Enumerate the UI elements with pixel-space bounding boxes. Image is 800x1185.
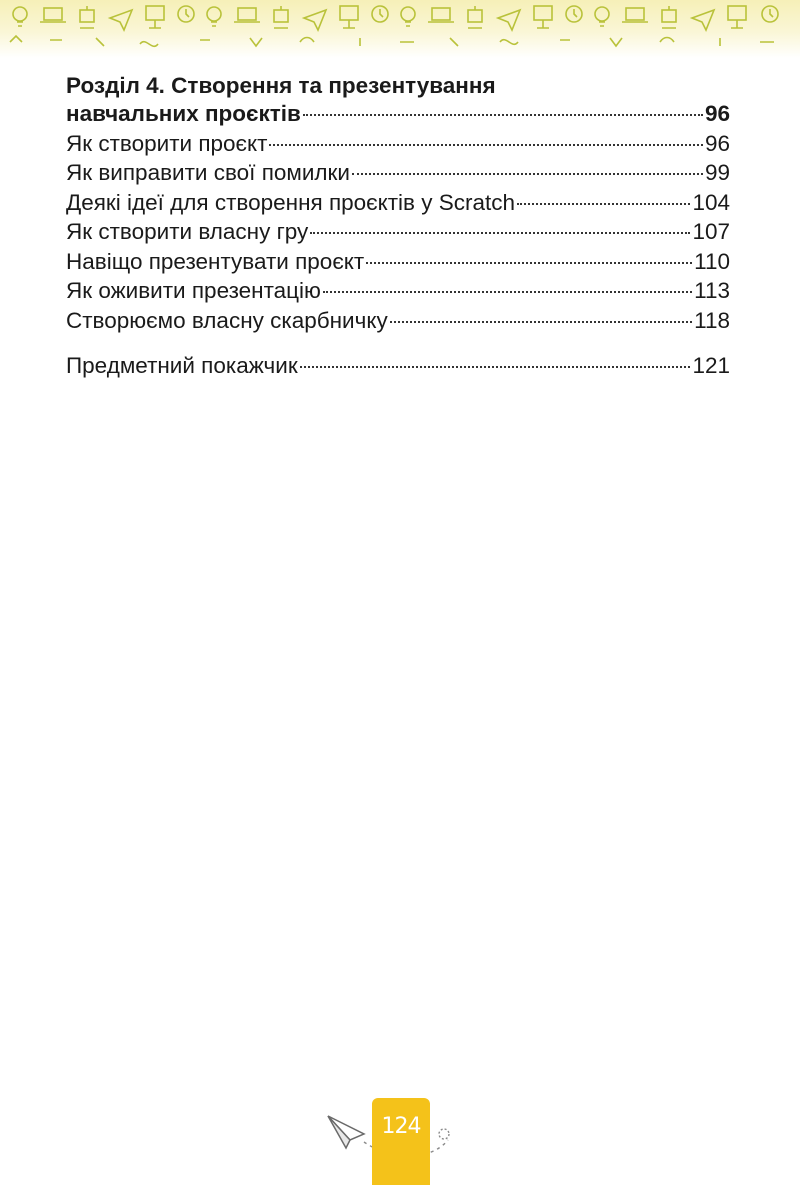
presentation-icon <box>534 6 552 28</box>
entry-title: Як створити проєкт <box>66 130 268 156</box>
section-title: Розділ 4. Створення та презентування <box>66 73 496 98</box>
plane-icon <box>110 10 132 30</box>
clock-icon <box>762 6 778 22</box>
entry-title: Деякі ідеї для створення проєктів у Scratch <box>66 189 516 215</box>
toc-entry[interactable] <box>66 247 730 277</box>
entry-page: 110 <box>694 248 730 274</box>
entry-page: 99 <box>704 160 730 185</box>
entry-title: Як створити власну гру <box>66 219 309 244</box>
clock-icon <box>372 6 388 22</box>
entry-title: Предметний покажчик <box>66 353 298 378</box>
toc-entry[interactable] <box>66 276 730 306</box>
toc-entry[interactable] <box>66 158 730 188</box>
entry-page: 104 <box>692 189 730 215</box>
section-entry[interactable] <box>66 99 730 129</box>
entry-page: 107 <box>692 219 730 244</box>
index-entry[interactable] <box>66 351 730 381</box>
plane-icon <box>304 10 326 30</box>
clock-icon <box>178 6 194 22</box>
leader-dots <box>390 321 692 323</box>
entry-title: Створюємо власну скарбничку <box>66 307 388 333</box>
clock-icon <box>566 6 582 22</box>
leader-dots <box>323 291 692 293</box>
plane-icon <box>692 10 714 30</box>
toc-entry[interactable] <box>66 217 730 247</box>
entry-page: 121 <box>692 353 730 378</box>
lightbulb-icon <box>401 7 415 26</box>
leader-dots <box>366 262 692 264</box>
robot-icon <box>662 6 676 28</box>
entry-title: Як оживити презентацію <box>66 278 321 303</box>
robot-icon <box>468 6 482 28</box>
section-page: 96 <box>704 101 730 126</box>
page-number-tab <box>372 1098 430 1185</box>
laptop-icon <box>234 8 260 22</box>
laptop-icon <box>428 8 454 22</box>
toc-entry[interactable] <box>66 306 730 336</box>
table-of-contents <box>66 72 730 381</box>
leader-dots <box>310 232 690 234</box>
page-number: 124 <box>381 1114 421 1139</box>
plane-icon <box>498 10 520 30</box>
toc-entry[interactable] <box>66 129 730 159</box>
leader-dots <box>517 203 690 205</box>
leader-dots <box>303 114 703 116</box>
presentation-icon <box>728 6 746 28</box>
leader-dots <box>300 366 691 368</box>
entry-title: Навіщо презентувати проєкт <box>66 248 365 274</box>
leader-dots <box>269 144 703 146</box>
section-title-line2: навчальних проєктів <box>66 101 301 126</box>
robot-icon <box>274 6 288 28</box>
leader-dots <box>352 173 703 175</box>
presentation-icon <box>146 6 164 28</box>
entry-page: 118 <box>694 307 730 333</box>
toc-entry[interactable] <box>66 188 730 218</box>
laptop-icon <box>40 8 66 22</box>
laptop-icon <box>622 8 648 22</box>
entry-page: 113 <box>694 278 730 303</box>
presentation-icon <box>340 6 358 28</box>
lightbulb-icon <box>13 7 27 26</box>
entry-title: Як виправити свої помилки <box>66 160 350 185</box>
lightbulb-icon <box>207 7 221 26</box>
header-decoration-band <box>0 0 800 58</box>
doodle-pattern <box>0 0 800 58</box>
lightbulb-icon <box>595 7 609 26</box>
robot-icon <box>80 6 94 28</box>
entry-page: 96 <box>704 130 730 156</box>
